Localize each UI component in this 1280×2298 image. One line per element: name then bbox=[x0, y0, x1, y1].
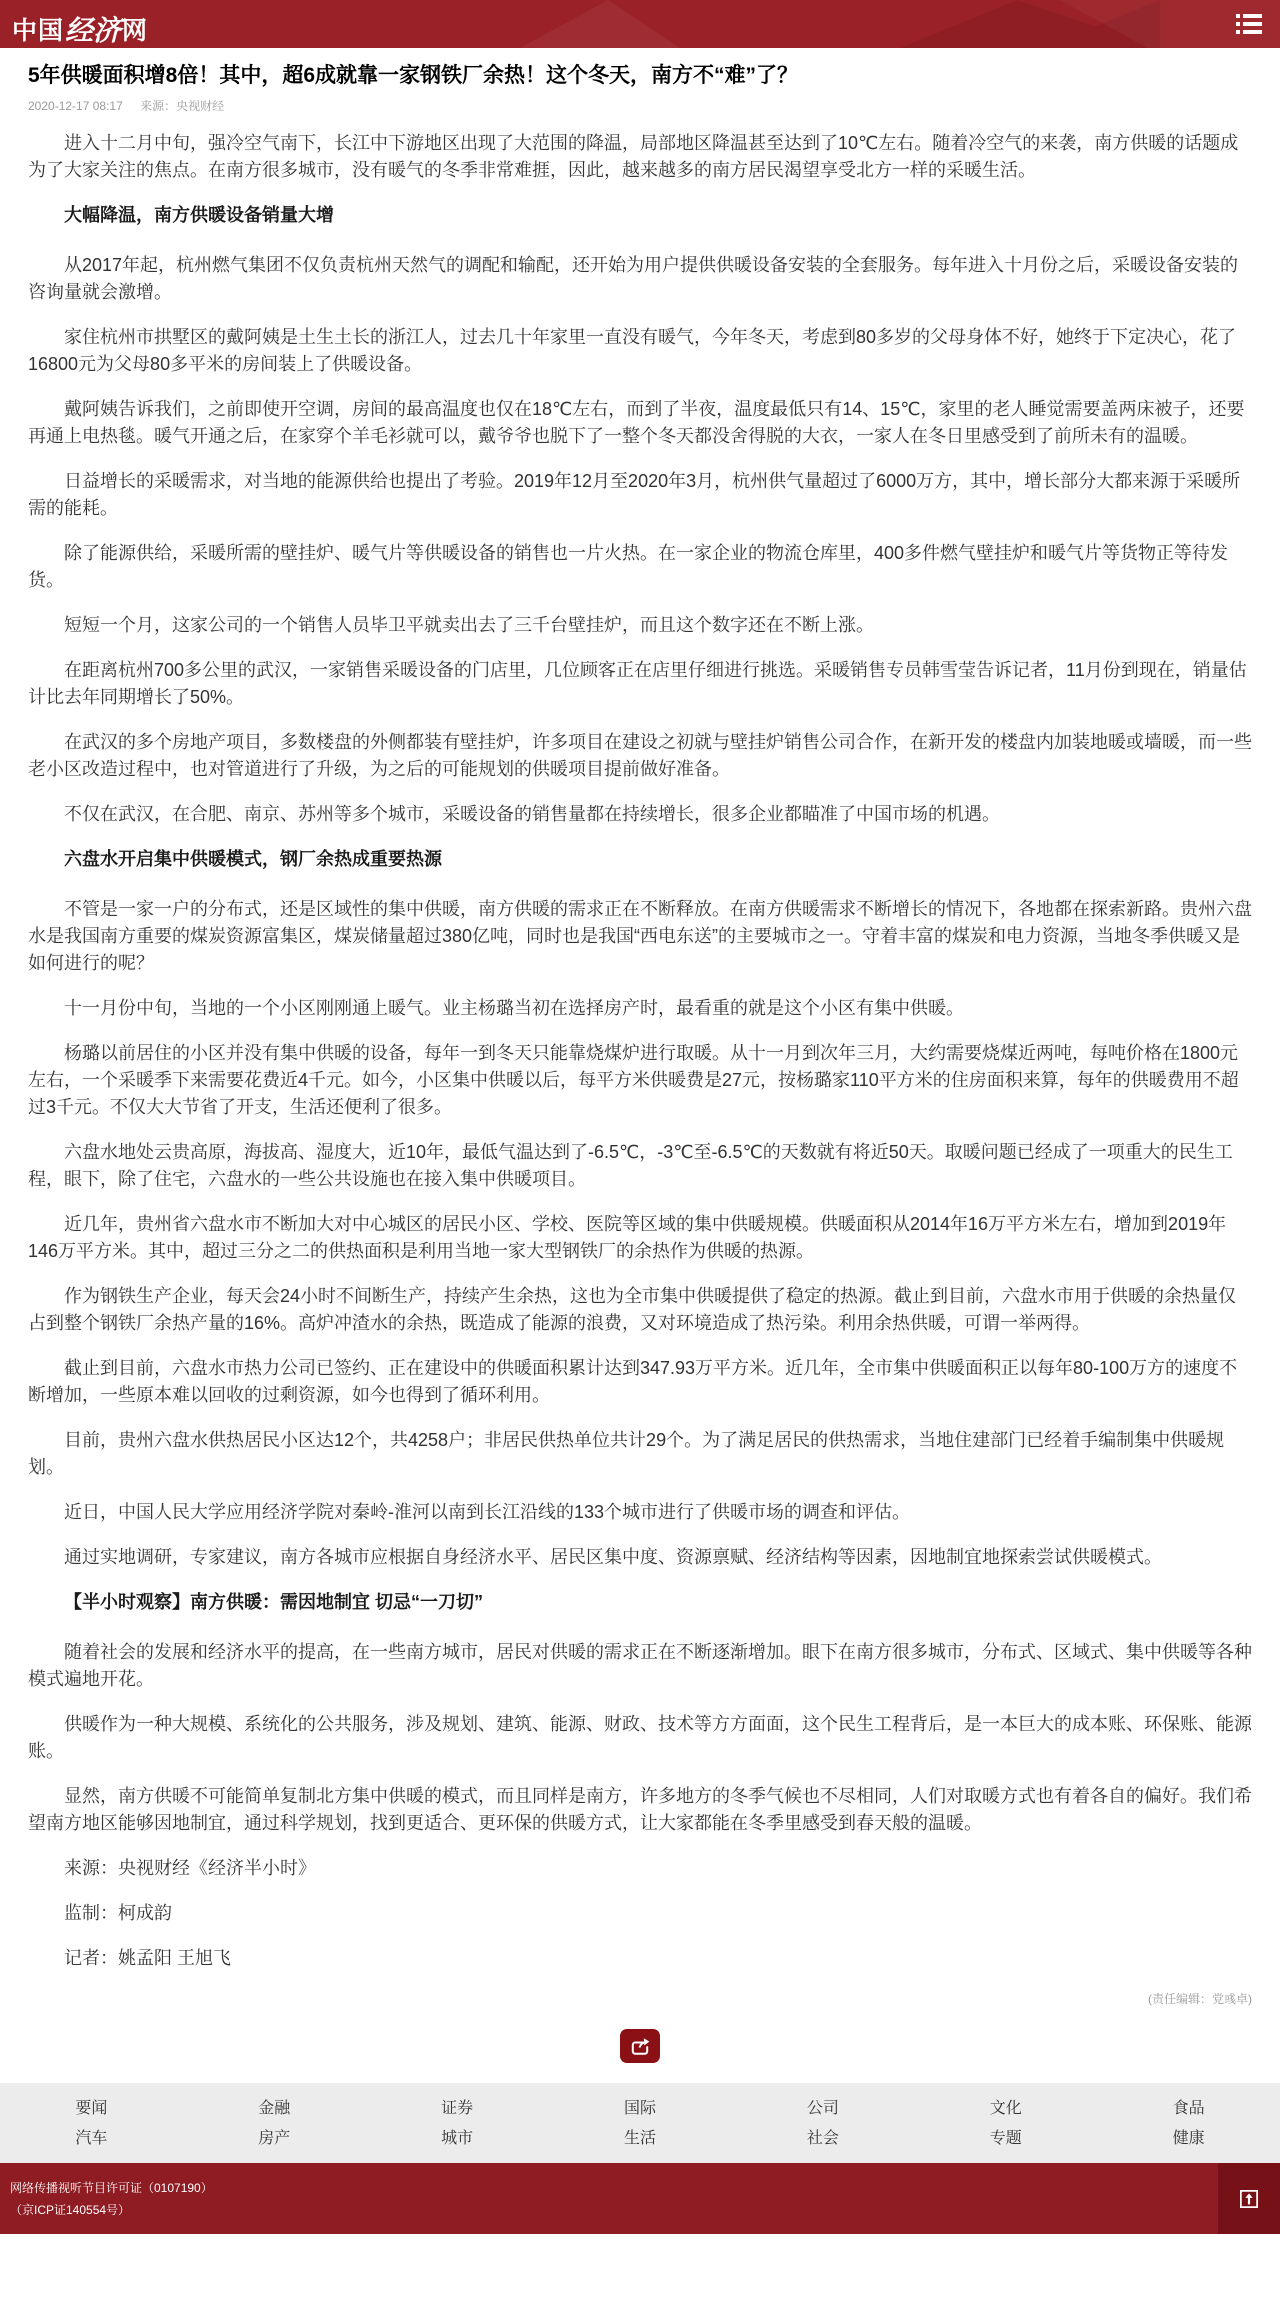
article-paragraph: 近几年，贵州省六盘水市不断加大对中心城区的居民小区、学校、医院等区域的集中供暖规模。供暖面积从2014年16万平方米左右，增加到2019年146万平方米。其中，超过三分之二的供热面积是利用当地一家大型钢铁厂的余热作为供暖的热源。 bbox=[28, 1214, 1227, 1261]
article-paragraph: 进入十二月中旬，强冷空气南下，长江中下游地区出现了大范围的降温，局部地区降温甚至达到了10℃左右。随着冷空气的来袭，南方供暖的话题成为了大家关注的焦点。在南方很多城市，没有暖气的冬季非常难捱，因此，越来越多的南方居民渴望享受北方一样的采暖生活。 bbox=[28, 133, 1239, 180]
back-to-top-button[interactable] bbox=[1218, 2163, 1280, 2234]
footer-nav-link-城市[interactable]: 城市 bbox=[441, 2130, 474, 2147]
article-paragraph: 杨璐以前居住的小区并没有集中供暖的设备，每年一到冬天只能靠烧煤炉进行取暖。从十一月到次年三月，大约需要烧煤近两吨，每吨价格在1800元左右，一个采暖季下来需要花费近4千元。如今，小区集中供暖以后，每平方米供暖费是27元，按杨璐家110平方米的住房面积来算，每年的供暖费用不超过3千元。不仅大大节省了开支，生活还便利了很多。 bbox=[28, 1043, 1239, 1117]
article-meta bbox=[28, 97, 1252, 114]
article-paragraph: 短短一个月，这家公司的一个销售人员毕卫平就卖出去了三千台壁挂炉，而且这个数字还在不断上涨。 bbox=[64, 615, 874, 635]
logo-text-script: 经济 bbox=[65, 14, 122, 47]
logo-text-cn1: 中国 bbox=[12, 17, 65, 45]
article-paragraph: 家住杭州市拱墅区的戴阿姨是土生土长的浙江人，过去几十年家里一直没有暖气，今年冬天，考虑到80多岁的父母身体不好，她终于下定决心，花了16800元为父母80多平米的房间装上了供暖设备。 bbox=[28, 327, 1237, 374]
footer-nav-link-健康[interactable]: 健康 bbox=[1172, 2130, 1205, 2147]
license-line2: （京ICP证140554号） bbox=[10, 2203, 131, 2217]
footer-nav-link-食品[interactable]: 食品 bbox=[1172, 2100, 1205, 2117]
article-paragraph: 作为钢铁生产企业，每天会24小时不间断生产，持续产生余热，这也为全市集中供暖提供了稳定的热源。截止到目前，六盘水市用于供暖的余热量仅占到整个钢铁厂余热产量的16%。高炉冲渣水的余热，既造成了能源的浪费，又对环境造成了热污染。利用余热供暖，可谓一举两得。 bbox=[28, 1286, 1237, 1333]
article-source: 来源：央视财经 bbox=[140, 99, 225, 113]
article-paragraph: 在武汉的多个房地产项目，多数楼盘的外侧都装有壁挂炉，许多项目在建设之初就与壁挂炉销售公司合作，在新开发的楼盘内加装地暖或墙暖，而一些老小区改造过程中，也对管道进行了升级，为之后的可能规划的供暖项目提前做好准备。 bbox=[28, 732, 1252, 779]
footer-nav-link-公司[interactable]: 公司 bbox=[806, 2100, 839, 2117]
article-paragraph: 显然，南方供暖不可能简单复制北方集中供暖的模式，而且同样是南方，许多地方的冬季气候也不尽相同，人们对取暖方式也有着各自的偏好。我们希望南方地区能够因地制宜，通过科学规划，找到更适合、更环保的供暖方式，让大家都能在冬季里感受到春天般的温暖。 bbox=[28, 1786, 1252, 1833]
footer-nav-link-金融[interactable]: 金融 bbox=[258, 2100, 291, 2117]
article-paragraph: 供暖作为一种大规模、系统化的公共服务，涉及规划、建筑、能源、财政、技术等方方面面，这个民生工程背后，是一本巨大的成本账、环保账、能源账。 bbox=[28, 1714, 1252, 1761]
arrow-up-icon bbox=[1236, 2186, 1262, 2212]
article-paragraph: 目前，贵州六盘水供热居民小区达12个，共4258户；非居民供热单位共计29个。为了满足居民的供热需求，当地住建部门已经着手编制集中供暖规划。 bbox=[28, 1430, 1225, 1477]
article-paragraph: 记者：姚孟阳 王旭飞 bbox=[64, 1948, 232, 1968]
header-deco-shape bbox=[520, 0, 680, 48]
logo-text-cn2: 网 bbox=[122, 17, 149, 45]
article-paragraph: 随着社会的发展和经济水平的提高，在一些南方城市，居民对供暖的需求正在不断逐渐增加。眼下在南方很多城市，分布式、区域式、集中供暖等各种模式遍地开花。 bbox=[28, 1642, 1252, 1689]
footer-nav-link-汽车[interactable]: 汽车 bbox=[75, 2130, 108, 2147]
share-area bbox=[28, 2025, 1252, 2083]
footer-nav-link-生活[interactable]: 生活 bbox=[623, 2130, 656, 2147]
footer-nav bbox=[0, 2083, 1280, 2163]
footer-nav-link-要闻[interactable]: 要闻 bbox=[75, 2100, 108, 2117]
bottom-bar bbox=[0, 2163, 1280, 2234]
article-paragraph: 近日，中国人民大学应用经济学院对秦岭-淮河以南到长江沿线的133个城市进行了供暖市场的调查和评估。 bbox=[64, 1502, 911, 1522]
section-heading: 【半小时观察】南方供暖：需因地制宜 切忌“一刀切” bbox=[64, 1592, 483, 1612]
footer-nav-link-社会[interactable]: 社会 bbox=[806, 2130, 839, 2147]
footer-nav-link-国际[interactable]: 国际 bbox=[623, 2100, 656, 2117]
article-paragraph: 十一月份中旬，当地的一个小区刚刚通上暖气。业主杨璐当初在选择房产时，最看重的就是这个小区有集中供暖。 bbox=[64, 998, 964, 1018]
site-header bbox=[0, 0, 1280, 48]
article-main bbox=[0, 48, 1280, 2083]
footer-nav-row bbox=[0, 2128, 1280, 2150]
site-logo[interactable] bbox=[12, 8, 148, 48]
footer-nav-link-专题[interactable]: 专题 bbox=[989, 2130, 1022, 2147]
article-date: 2020-12-17 08:17 bbox=[28, 99, 123, 113]
menu-icon-row bbox=[1236, 14, 1262, 18]
article-paragraph: 日益增长的采暖需求，对当地的能源供给也提出了考验。2019年12月至2020年3月，杭州供气量超过了6000万方，其中，增长部分大都来源于采暖所需的能耗。 bbox=[28, 471, 1241, 518]
footer-nav-row bbox=[0, 2098, 1280, 2120]
menu-icon[interactable] bbox=[1236, 14, 1262, 34]
license-line1: 网络传播视听节目许可证（0107190） bbox=[10, 2181, 213, 2195]
article-paragraph: 从2017年起，杭州燃气集团不仅负责杭州天然气的调配和输配，还开始为用户提供供暖设备安装的全套服务。每年进入十月份之后，采暖设备安装的咨询量就会激增。 bbox=[28, 255, 1239, 302]
editor-note: (责任编辑：党彧卓) bbox=[1148, 1992, 1252, 2006]
menu-icon-row bbox=[1236, 30, 1262, 34]
article-paragraph: 戴阿姨告诉我们，之前即使开空调，房间的最高温度也仅在18℃左右，而到了半夜，温度最低只有14、15℃，家里的老人睡觉需要盖两床被子，还要再通上电热毯。暖气开通之后，在家穿个羊毛衫就可以，戴爷爷也脱下了一整个冬天都没舍得脱的大衣，一家人在冬日里感受到了前所未有的温暖。 bbox=[28, 399, 1245, 446]
footer-nav-link-房产[interactable]: 房产 bbox=[258, 2130, 291, 2147]
section-heading: 大幅降温，南方供暖设备销量大增 bbox=[64, 205, 334, 225]
article-paragraph: 不管是一家一户的分布式，还是区域性的集中供暖，南方供暖的需求正在不断释放。在南方供暖需求不断增长的情况下，各地都在探索新路。贵州六盘水是我国南方重要的煤炭资源富集区，煤炭储量超过380亿吨，同时也是我国“西电东送”的主要城市之一。守着丰富的煤炭和电力资源，当地冬季供暖又是如何进行的呢？ bbox=[28, 899, 1252, 973]
article-paragraph: 通过实地调研，专家建议，南方各城市应根据自身经济水平、居民区集中度、资源禀赋、经济结构等因素，因地制宜地探索尝试供暖模式。 bbox=[64, 1547, 1162, 1567]
page-title: 5年供暖面积增8倍！其中，超6成就靠一家钢铁厂余热！这个冬天，南方不“难”了？ bbox=[28, 64, 799, 87]
share-button[interactable] bbox=[620, 2029, 660, 2063]
article-paragraph: 截止到目前，六盘水市热力公司已签约、正在建设中的供暖面积累计达到347.93万平方米。近几年，全市集中供暖面积正以每年80-100万方的速度不断增加，一些原本难以回收的过剩资源，如今也得到了循环利用。 bbox=[28, 1358, 1238, 1405]
menu-icon-row bbox=[1236, 22, 1262, 26]
section-heading: 六盘水开启集中供暖模式，钢厂余热成重要热源 bbox=[64, 849, 442, 869]
footer-nav-link-文化[interactable]: 文化 bbox=[989, 2100, 1022, 2117]
article-paragraph: 除了能源供给，采暖所需的壁挂炉、暖气片等供暖设备的销售也一片火热。在一家企业的物流仓库里，400多件燃气壁挂炉和暖气片等货物正等待发货。 bbox=[28, 543, 1229, 590]
article-paragraph: 在距离杭州700多公里的武汉，一家销售采暖设备的门店里，几位顾客正在店里仔细进行挑选。采暖销售专员韩雪莹告诉记者，11月份到现在，销量估计比去年同期增长了50%。 bbox=[28, 660, 1247, 707]
article-paragraph: 六盘水地处云贵高原，海拔高、湿度大，近10年，最低气温达到了-6.5℃，-3℃至-6.5℃的天数就有将近50天。取暖问题已经成了一项重大的民生工程，眼下，除了住宅，六盘水的一些公共设施也在接入集中供暖项目。 bbox=[28, 1142, 1233, 1189]
article-paragraph: 来源：央视财经《经济半小时》 bbox=[64, 1858, 316, 1878]
article-paragraph: 不仅在武汉，在合肥、南京、苏州等多个城市，采暖设备的销售量都在持续增长，很多企业都瞄准了中国市场的机遇。 bbox=[64, 804, 1000, 824]
license-text bbox=[0, 2163, 1280, 2221]
footer-nav-link-证券[interactable]: 证券 bbox=[441, 2100, 474, 2117]
article-paragraph: 监制：柯成韵 bbox=[64, 1903, 172, 1923]
share-arrow-icon bbox=[628, 2035, 652, 2057]
article-body bbox=[28, 130, 1252, 1972]
